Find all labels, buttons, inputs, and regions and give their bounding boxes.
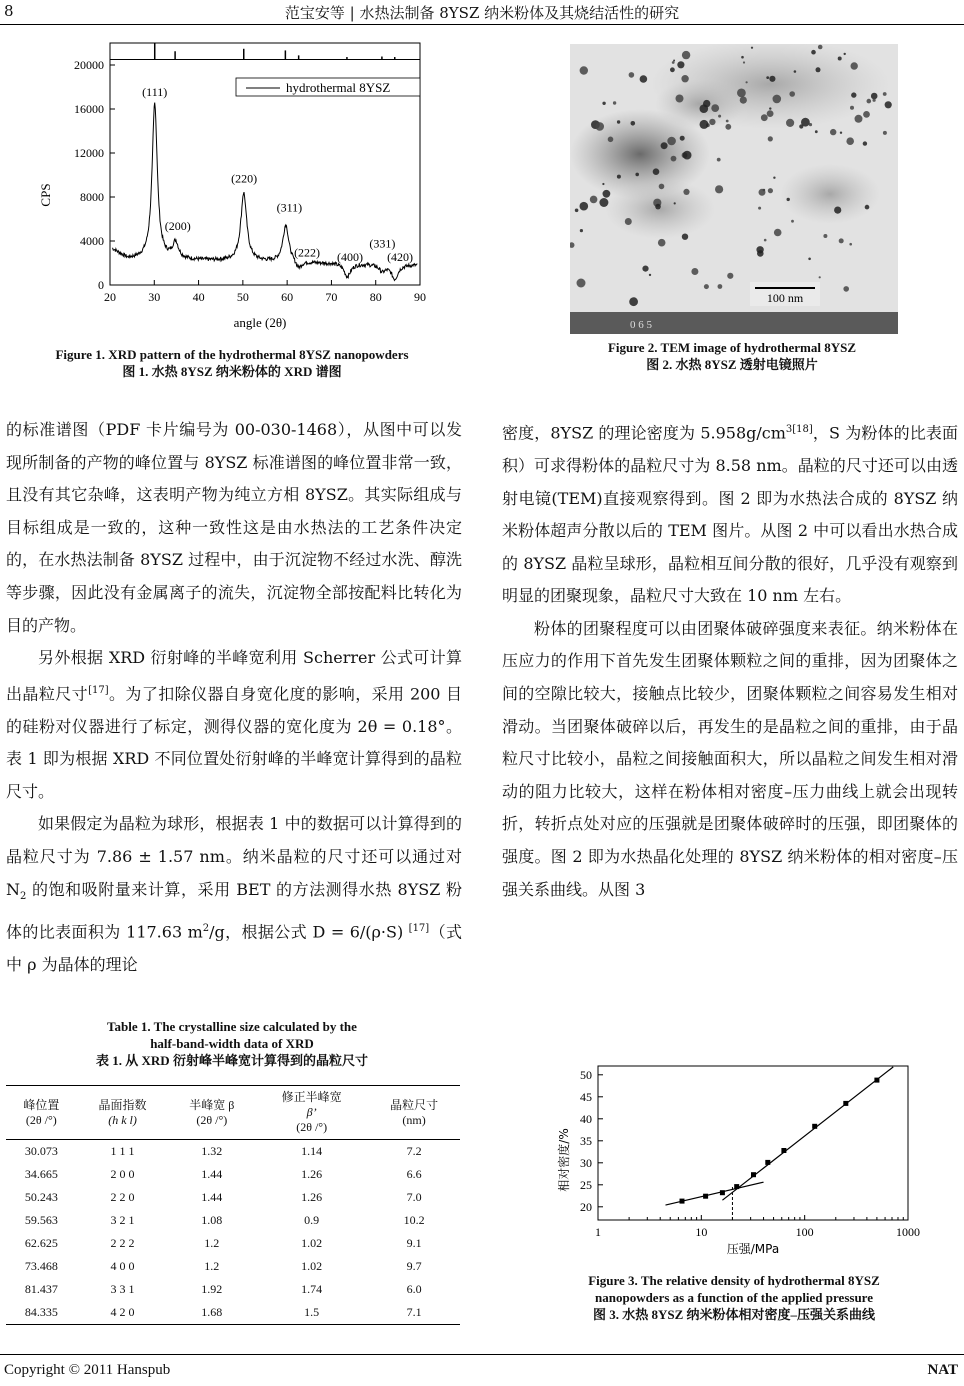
tem-particle: [718, 115, 721, 118]
table-row: [6, 1278, 460, 1301]
table-cell: 7.2: [406, 1144, 422, 1158]
table-cell: 1.5: [304, 1305, 320, 1319]
data-point: [781, 1148, 786, 1153]
xrd-series-line: [112, 103, 417, 281]
table-cell: 7.0: [406, 1190, 422, 1204]
tem-particle: [659, 184, 665, 190]
left-p3-text-d: （式中 ρ 为晶体的理论: [6, 922, 462, 975]
tem-particle: [629, 297, 638, 306]
tem-particle: [653, 168, 660, 175]
y-tick-label: 30: [580, 1155, 592, 1170]
left-p2-text-b: 。为了扣除仪器自身宽化度的影响，采用 200 目的硅粉对仪器进行了标定，测得仪器的宽化度为 2θ = 0.18°。表 1 即为根据 XRD 不同位置处衍射峰的半峰宽计算得到的晶粒尺寸。: [6, 684, 462, 801]
peak-label: (311): [276, 200, 303, 215]
table-cell: 2 2 2: [110, 1236, 135, 1250]
tem-particle: [717, 158, 721, 162]
table1-caption: [0, 1018, 464, 1069]
page-header: [0, 0, 964, 22]
tem-particle: [851, 92, 856, 97]
table-cell: 34.665: [24, 1167, 58, 1181]
table-cell: 73.468: [24, 1259, 58, 1273]
y-tick-label: 40: [580, 1111, 592, 1126]
table-cell: 1.02: [301, 1259, 323, 1273]
left-p3-text-a: 如果假定为晶粒为球形，根据表 1 中的数据可以计算得到的晶粒尺寸为 7.86 ± 1.57 nm。纳米晶粒的尺寸还可以通过对 N: [6, 814, 462, 899]
table1-header-cell: 晶面指数 (h k l): [77, 1086, 169, 1140]
fit-line: [722, 1067, 893, 1200]
x-tick-label: 1: [595, 1225, 601, 1239]
tem-particle: [808, 258, 811, 261]
tem-particle: [851, 62, 858, 69]
tem-particle: [741, 56, 744, 59]
table-cell: 50.243: [24, 1190, 58, 1204]
tem-particle: [613, 101, 616, 104]
table-cell: 9.1: [406, 1236, 422, 1250]
tem-particle: [671, 156, 677, 162]
figure2-caption-zh: 图 2. 水热 8YSZ 透射电镜照片: [646, 357, 818, 372]
tem-particle: [681, 75, 688, 82]
tem-particle: [658, 239, 666, 247]
xrd-y-axis-label: CPS: [38, 183, 53, 207]
tem-particle: [799, 124, 803, 128]
x-tick-label: 80: [369, 290, 382, 304]
table1-body: [6, 1140, 460, 1325]
tem-particle: [774, 229, 782, 237]
tem-particle: [757, 250, 764, 257]
table-cell: 30.073: [24, 1144, 58, 1158]
tem-particle: [617, 175, 621, 179]
tem-particle: [885, 101, 892, 108]
tem-particle: [602, 183, 604, 185]
density-x-axis-label: 压强/MPa: [726, 1242, 780, 1256]
left-p3-text-b: 的饱和吸附量来计算，采用 BET 的方法测得水热 8YSZ 粉体的比表面积为 117.63 m: [6, 879, 462, 942]
table-cell: 59.563: [24, 1213, 58, 1227]
table-row: [6, 1140, 460, 1164]
tem-particle: [680, 136, 685, 141]
tem-particle: [642, 266, 648, 272]
table-cell: 1 1 1: [110, 1144, 135, 1158]
figure3-caption: [502, 1272, 964, 1323]
peak-label: (220): [231, 171, 258, 186]
table-cell: 1.74: [301, 1282, 323, 1296]
x-tick-label: 1000: [896, 1225, 920, 1239]
x-tick-label: 90: [414, 290, 426, 304]
tem-particle: [773, 95, 782, 104]
tem-particle: [865, 205, 870, 210]
tem-particle: [863, 111, 870, 118]
tem-particle: [602, 102, 605, 105]
table-cell: 1.44: [201, 1190, 223, 1204]
peak-label: (420): [387, 249, 414, 264]
right-paragraph-2: 粉体的团聚程度可以由团聚体破碎强度来表征。纳米粉体在压应力的作用下首先发生团聚体颗粒之间的重排，因为团聚体之间的空隙比较大，接触点比较少，团聚体颗粒之间容易发生相对滑动。当团聚体破碎以后，再发生的是晶粒之间的重排，由于晶粒尺寸比较小，晶粒之间接触面积大，所以晶粒之间发生相对滑动的阻力比较大，这样在粉体相对密度–压力曲线上就会出现转折，转折点处对应的压强就是团聚体破碎时的压强，即团聚体的强度。图 2 即为水热晶化处理的 8YSZ 纳米粉体的相对密度–压强关系曲线。从图 3: [502, 618, 958, 899]
tem-particle: [873, 99, 876, 102]
density-plot-area: [580, 1066, 920, 1239]
table-row: [6, 1301, 460, 1324]
table-cell: 3 2 1: [110, 1213, 135, 1227]
tem-particle: [711, 104, 719, 112]
tem-particle: [575, 209, 579, 213]
tem-particle: [715, 185, 723, 193]
table-row: [6, 1232, 460, 1255]
table-row: [6, 1209, 460, 1232]
figure2-caption: [500, 339, 964, 373]
peak-label: (111): [142, 84, 168, 99]
tem-particle: [635, 173, 639, 177]
data-point: [703, 1194, 708, 1199]
figure1-caption-en: Figure 1. XRD pattern of the hydrothermal 8YSZ nanopowders: [55, 347, 409, 362]
tem-particle: [580, 202, 589, 211]
tem-particle: [727, 273, 733, 279]
figure3-caption-en-1: Figure 3. The relative density of hydrothermal 8YSZ: [588, 1273, 880, 1288]
tem-particle: [867, 99, 872, 104]
tem-particle: [815, 130, 818, 133]
peak-label: (400): [337, 249, 364, 264]
x-tick-label: 100: [795, 1225, 814, 1239]
density-plot-frame: [598, 1066, 908, 1220]
tem-particle: [718, 284, 723, 289]
data-point: [765, 1160, 770, 1165]
tem-particle: [844, 53, 846, 55]
tem-particle: [599, 198, 608, 207]
table-cell: 84.335: [24, 1305, 58, 1319]
tem-particle: [577, 279, 586, 288]
density-y-axis-label: 相对密度/%: [557, 1128, 571, 1192]
table-cell: 10.2: [403, 1213, 425, 1227]
tem-particle: [670, 67, 675, 72]
table-cell: 81.437: [24, 1282, 58, 1296]
tem-particle: [773, 177, 775, 179]
footer-rule: [0, 1354, 964, 1355]
tem-particle: [709, 119, 715, 125]
table1-caption-en-1: Table 1. The crystalline size calculated by the: [107, 1019, 357, 1034]
tem-particle: [661, 142, 668, 149]
left-p2-text-a: 另外根据 XRD 衍射峰的半峰宽利用 Scherrer 公式可计算出晶粒尺寸: [6, 648, 462, 704]
x-tick-label: 20: [104, 290, 116, 304]
density-pressure-chart: [548, 1060, 938, 1260]
tem-particle: [789, 91, 795, 97]
table-cell: 7.1: [406, 1305, 422, 1319]
tem-particle: [590, 196, 598, 204]
tem-particle: [595, 122, 604, 131]
table-cell: 1.08: [201, 1213, 223, 1227]
data-point: [734, 1184, 739, 1189]
tem-particle: [726, 120, 729, 123]
table-cell: 62.625: [24, 1236, 58, 1250]
data-point: [720, 1190, 725, 1195]
table1-header-cell: 修正半峰宽 β’ (2θ /°): [255, 1086, 368, 1140]
table-cell: 1.44: [201, 1167, 223, 1181]
tem-particle: [766, 76, 769, 79]
y-tick-label: 35: [580, 1133, 592, 1148]
tem-particle: [677, 61, 684, 68]
x-tick-label: 30: [148, 290, 161, 304]
xrd-x-axis-label: angle (2θ): [233, 315, 287, 330]
tem-particle: [704, 284, 709, 289]
table-cell: 9.7: [406, 1259, 422, 1273]
table-cell: 1.14: [301, 1144, 323, 1158]
table1-header-cell: 峰位置 (2θ /°): [6, 1086, 77, 1140]
tem-particle: [691, 268, 698, 275]
tem-particle: [838, 57, 842, 61]
tem-particle: [846, 137, 854, 145]
data-point: [812, 1124, 817, 1129]
tem-particle: [751, 47, 753, 49]
tem-film-strip-text: 0 6 5: [630, 319, 652, 331]
x-tick-label: 70: [325, 290, 338, 304]
tem-particle: [617, 120, 620, 123]
tem-particle: [743, 61, 745, 63]
tem-particle: [811, 50, 816, 55]
tem-micrograph: [570, 44, 898, 334]
tem-particle: [674, 202, 676, 204]
tem-particle: [767, 110, 774, 117]
y-tick-label: 45: [580, 1089, 592, 1104]
tem-particle: [764, 239, 767, 242]
tem-particle: [830, 129, 836, 135]
left-paragraph-1: 的标准谱图（PDF 卡片编号为 00-030-1468），从图中可以发现所制备的产物的峰位置与 8YSZ 标准谱图的峰位置非常一致，且没有其它杂峰，这表明产物为纯立方相 8YSZ。其实际组成与目标组成是一致的，这种一致性这是由水热法的工艺条件决定的，在水热法制备 8YSZ 过程中，由于沉淀物不经过水洗、醇洗等步骤，因此没有金属离子的流失，沉淀物全部按配料比转化为目的产物。: [6, 420, 462, 635]
left-p3-citation: [17]: [408, 923, 430, 935]
tem-particle: [761, 114, 768, 121]
tem-particle: [791, 220, 794, 223]
left-paragraph-2: [6, 642, 462, 808]
tem-particle: [625, 218, 632, 225]
page-number: 8: [4, 2, 14, 20]
tem-particle: [843, 286, 849, 292]
table1-header-cell: 晶粒尺寸 (nm): [368, 1086, 460, 1140]
tem-particle: [787, 198, 790, 201]
data-point: [843, 1101, 848, 1106]
tem-particle: [676, 95, 684, 103]
tem-particle: [816, 67, 821, 72]
tem-particle: [769, 107, 771, 109]
table-cell: 6.0: [406, 1282, 422, 1296]
tem-particle: [863, 141, 867, 145]
tem-particle: [608, 137, 614, 143]
table-cell: 2 0 0: [110, 1167, 135, 1181]
y-tick-label: 20000: [74, 58, 104, 72]
right-p1-text-b: ，S 为粉体的比表面积）可求得粉体的晶粒尺寸为 8.58 nm。晶粒的尺寸还可以由透射电镜(TEM)直接观察得到。图 2 即为水热法合成的 8YSZ 纳米粉体超声分散以后的 TEM 图片。从图 2 中可以看出水热合成的 8YSZ 晶粒呈球形，晶粒相互间分散的很好，几乎没有观察到明显的团聚现象，晶粒尺寸大致在 10 nm 左右。: [502, 423, 958, 606]
table1-header-cell: 半峰宽 β (2θ /°): [168, 1086, 255, 1140]
tem-particle: [768, 136, 773, 141]
tem-scale-bar-label: 100 nm: [766, 291, 804, 305]
y-tick-label: 12000: [74, 146, 104, 160]
table-cell: 0.9: [304, 1213, 320, 1227]
table-cell: 1.26: [301, 1190, 323, 1204]
tem-particle: [794, 70, 797, 73]
tem-particle: [823, 234, 827, 238]
left-column-text: [6, 414, 462, 982]
table-cell: 1.32: [201, 1144, 223, 1158]
figure2-caption-en: Figure 2. TEM image of hydrothermal 8YSZ: [607, 340, 857, 355]
tem-particle: [603, 190, 611, 198]
table-cell: 4 0 0: [110, 1259, 135, 1273]
tem-particle: [703, 100, 710, 107]
tem-particle: [682, 234, 688, 240]
table-cell: 1.02: [301, 1236, 323, 1250]
table-cell: 1.2: [204, 1259, 220, 1273]
tem-particle: [673, 60, 675, 62]
tem-particle: [580, 66, 588, 74]
right-column-text: [502, 414, 958, 906]
tem-particle: [725, 124, 731, 130]
tem-image: [570, 44, 898, 334]
figure3-caption-en-2: nanopowders as a function of the applied pressure: [595, 1290, 873, 1305]
tem-particle: [629, 72, 635, 78]
left-p3-text-c: /g，根据公式 D = 6/(ρ·S): [209, 922, 409, 942]
y-tick-label: 16000: [74, 102, 104, 116]
left-p2-citation: [17]: [88, 684, 109, 696]
table-cell: 3 3 1: [110, 1282, 135, 1296]
right-paragraph-1: [502, 414, 958, 613]
x-tick-label: 40: [192, 290, 205, 304]
y-tick-label: 25: [580, 1177, 592, 1192]
tem-particle: [631, 121, 636, 126]
peak-label: (331): [369, 236, 396, 251]
running-title: 范宝安等 | 水热法制备 8YSZ 纳米粉体及其烧结活性的研究: [284, 4, 680, 22]
figure1-caption: [0, 346, 464, 380]
table1-grid: [6, 1086, 460, 1324]
peak-label: (222): [294, 245, 321, 260]
left-p3-superscript: 2: [202, 923, 210, 935]
xrd-chart: [30, 40, 440, 340]
data-point: [874, 1078, 879, 1083]
tem-particle: [700, 120, 709, 129]
data-point: [751, 1172, 756, 1177]
y-tick-label: 50: [580, 1067, 592, 1082]
left-p3-subscript: 2: [20, 890, 27, 902]
y-tick-label: 0: [98, 278, 104, 292]
table-row: [6, 1163, 460, 1186]
right-p1-superscript: 3[18]: [785, 424, 813, 435]
y-tick-label: 20: [580, 1199, 592, 1214]
tem-particle: [819, 276, 821, 278]
header-rule: [0, 24, 964, 25]
x-tick-label: 60: [281, 290, 294, 304]
figure1-caption-zh: 图 1. 水热 8YSZ 纳米粉体的 XRD 谱图: [122, 364, 342, 379]
tem-particle: [855, 115, 863, 123]
tem-particle: [871, 93, 878, 100]
x-tick-label: 10: [695, 1225, 708, 1239]
copyright: Copyright © 2011 Hanspub: [4, 1362, 171, 1378]
tem-particle: [580, 229, 583, 232]
xrd-legend-label: hydrothermal 8YSZ: [286, 80, 391, 95]
data-point: [680, 1199, 685, 1204]
table-cell: 1.92: [201, 1282, 223, 1296]
table-cell: 1.2: [204, 1236, 220, 1250]
tem-particle: [849, 243, 852, 246]
y-tick-label: 4000: [80, 234, 104, 248]
tem-particle: [850, 106, 854, 110]
table1-header-row: [6, 1086, 460, 1140]
tem-particle: [655, 204, 661, 210]
peak-label: (200): [164, 219, 191, 233]
right-p1-text-a: 密度，8YSZ 的理论密度为 5.958g/cm: [502, 423, 786, 443]
table1-caption-en-2: half-band-width data of XRD: [150, 1036, 314, 1051]
tem-particle: [683, 189, 689, 195]
tem-particle: [883, 131, 887, 135]
tem-particle: [737, 89, 746, 98]
tem-particle: [883, 92, 887, 96]
table-cell: 4 2 0: [110, 1305, 135, 1319]
table-cell: 1.26: [301, 1167, 323, 1181]
tem-particle: [758, 207, 761, 210]
table-row: [6, 1255, 460, 1278]
table-cell: 6.6: [406, 1167, 422, 1181]
tem-particle: [640, 75, 648, 83]
journal-abbrev: NAT: [927, 1362, 958, 1378]
figure3-caption-zh: 图 3. 水热 8YSZ 纳米粉体相对密度–压强关系曲线: [592, 1307, 876, 1322]
tem-particle: [746, 81, 748, 83]
tem-particle: [786, 119, 794, 127]
tem-particle: [682, 51, 690, 59]
tem-particle: [834, 207, 841, 214]
tem-particle: [768, 188, 773, 193]
tem-particle: [683, 151, 692, 160]
table1: [6, 1085, 460, 1325]
tem-particle: [759, 189, 766, 196]
tem-particle: [818, 45, 823, 50]
tem-particle: [740, 97, 747, 104]
table-cell: 2 2 0: [110, 1190, 135, 1204]
table1-caption-zh: 表 1. 从 XRD 衍射峰半峰宽计算得到的晶粒尺寸: [96, 1053, 368, 1068]
table-cell: 1.68: [201, 1305, 223, 1319]
tem-particle: [839, 238, 844, 243]
x-tick-label: 50: [236, 290, 249, 304]
tem-particle: [672, 61, 675, 64]
table-row: [6, 1186, 460, 1209]
tem-particle: [649, 274, 651, 276]
tem-particle: [840, 132, 842, 134]
tem-particle: [769, 76, 775, 82]
y-tick-label: 8000: [80, 190, 104, 204]
tem-particle: [667, 137, 676, 146]
left-paragraph-3: [6, 808, 462, 981]
